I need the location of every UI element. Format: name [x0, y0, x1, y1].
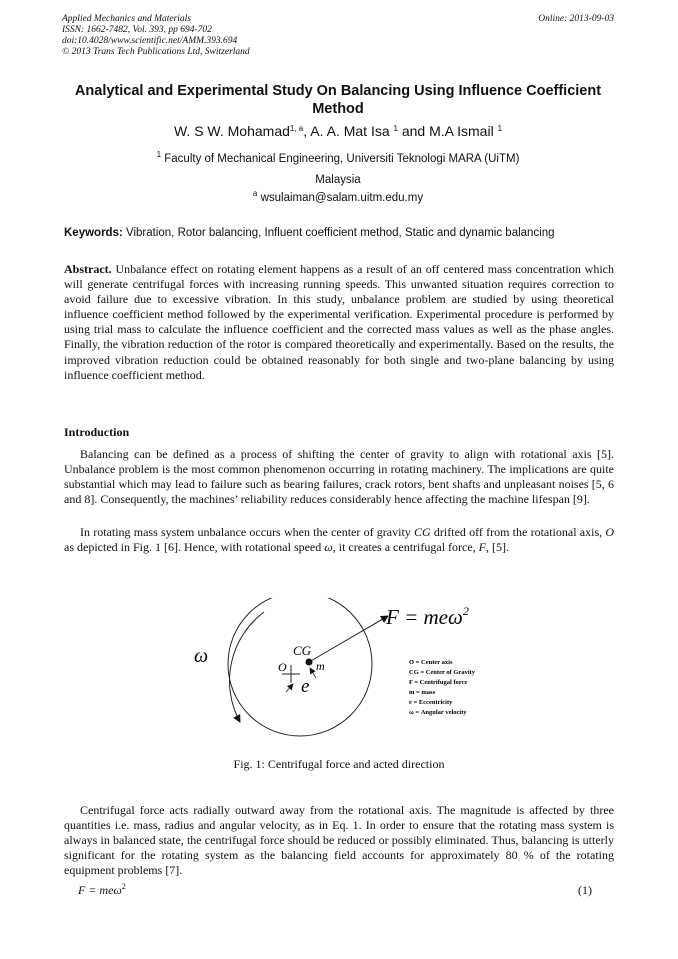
- p2-text-b: drifted off from the rotational axis,: [430, 525, 606, 539]
- figure-1: [180, 598, 500, 738]
- running-header: [62, 14, 614, 58]
- keywords: [64, 227, 616, 239]
- legend-item: CG = Center of Gravity: [409, 669, 476, 676]
- p2-f: F: [478, 540, 487, 555]
- legend-item: m = mass: [409, 689, 436, 696]
- o-label: O: [278, 660, 287, 674]
- affiliation-line1: Faculty of Mechanical Engineering, Universiti Teknologi MARA (UiTM): [164, 153, 520, 165]
- p2-cg: CG: [414, 525, 431, 539]
- equation-exp: 2: [121, 882, 126, 891]
- author-3-sup: 1: [497, 124, 503, 133]
- issn-line: ISSN: 1662-7482, Vol. 393, pp 694-702: [62, 25, 212, 35]
- figure-legend: [409, 659, 476, 716]
- p2-text-c: as depicted in Fig. 1 [6]. Hence, with rotational speed: [64, 540, 325, 555]
- m-label: m: [316, 659, 325, 673]
- equation-text: F = meω: [78, 883, 122, 897]
- online-date: Online: 2013-09-03: [538, 14, 614, 24]
- affiliation: [64, 149, 612, 191]
- p2-omega: ω: [324, 540, 333, 555]
- author-1-sup: 1, a: [289, 124, 304, 133]
- p2-text-e: , [5].: [486, 540, 510, 555]
- intro-paragraph-2: [64, 525, 614, 555]
- author-2: , A. A. Mat Isa: [303, 123, 394, 139]
- force-arrow-icon: [309, 616, 388, 662]
- affiliation-line2: Malaysia: [315, 174, 361, 186]
- email-sup: a: [252, 189, 258, 198]
- rotation-arrow-icon: [230, 612, 264, 722]
- equation-number: (1): [578, 883, 592, 897]
- copyright-line: © 2013 Trans Tech Publications Ltd, Switzerland: [62, 47, 250, 57]
- author-3: and M.A Ismail: [401, 123, 498, 139]
- paper-title: Analytical and Experimental Study On Balancing Using Influence Coefficient Method: [74, 83, 602, 117]
- e-label: e: [301, 676, 310, 697]
- author-1: W. S W. Mohamad: [173, 123, 290, 139]
- abstract: [64, 262, 614, 383]
- email-address: wsulaiman@salam.uitm.edu.my: [260, 192, 424, 204]
- p2-text-d: , it creates a centrifugal force,: [332, 540, 479, 555]
- eccentricity-arrow-icon: [286, 684, 293, 692]
- journal-name: Applied Mechanics and Materials: [62, 14, 192, 24]
- author-line: [64, 123, 612, 139]
- section-heading-introduction: Introduction: [64, 425, 130, 439]
- doi-line: doi:10.4028/www.scientific.net/AMM.393.694: [62, 36, 238, 46]
- figure-1-caption: Fig. 1: Centrifugal force and acted direction: [233, 757, 445, 771]
- email-line: [64, 189, 612, 204]
- rotor-circle: [228, 598, 372, 736]
- abstract-label: Abstract.: [64, 262, 112, 276]
- centrifugal-force-diagram: [180, 598, 500, 738]
- equation-1: [78, 883, 592, 898]
- legend-item: ω = Angular velocity: [409, 709, 467, 716]
- p2-o: O: [605, 525, 615, 539]
- legend-item: e = Eccentricity: [409, 699, 453, 706]
- legend-item: O = Center axis: [409, 659, 453, 666]
- intro-paragraph-1: Balancing can be defined as a process of shifting the center of gravity to align with rotational axis [5]. Unbalance problem is the most common phenomenon occurring in rotating machinery. The implications are quite substantial which may lead to failure such as bearing failures, crack rotors, bent shafts and unpleasant noises [5, 6 and 8]. Consequently, the machines’ reliability reduces considerably hence affecting the machine lifespan [9].: [64, 447, 614, 507]
- abstract-text: Unbalance effect on rotating element happens as a result of an off centered mass concentration which will generate centrifugal forces with increasing running speeds. This unwanted situation requires correction to avoid failure due to excessive vibration. In this study, unbalance problem are studied by using theoretical influence coefficient method followed by the experimental verification. Experimental procedure is performed by using trial mass to calculate the influence coefficient and the corrected mass values as well as the phase angles. Finally, the vibration reduction of the rotor is compared theoretically and experimentally. Based on the results, the improved vibration reduction could be obtained reasonably for both single and two-plane balancing by using influence coefficient method.: [64, 262, 614, 382]
- legend-item: F = Centrifugal force: [409, 679, 468, 686]
- cg-label: CG: [293, 643, 312, 658]
- formula-label: F = meω$^2$: [386, 604, 469, 629]
- intro-paragraph-3: Centrifugal force acts radially outward away from the rotational axis. The magnitude is affected by three quantities i.e. mass, radius and angular velocity, as in Eq. 1. In order to ensure that the rotating mass system is always in balanced state, the centrifugal force should be reduced or possibly eliminated. Thus, balancing is utterly significant for the rotating system as the balancing field accounts for approximately 80 % of the rotating equipment problems [7].: [64, 803, 614, 878]
- omega-label: ω: [194, 645, 209, 667]
- keywords-label: Keywords:: [64, 227, 123, 239]
- p2-text-a: In rotating mass system unbalance occurs when the center of gravity: [80, 525, 415, 539]
- affiliation-sup: 1: [156, 150, 162, 159]
- author-2-sup: 1: [393, 124, 398, 133]
- keywords-text: Vibration, Rotor balancing, Influent coefficient method, Static and dynamic balancing: [126, 227, 555, 239]
